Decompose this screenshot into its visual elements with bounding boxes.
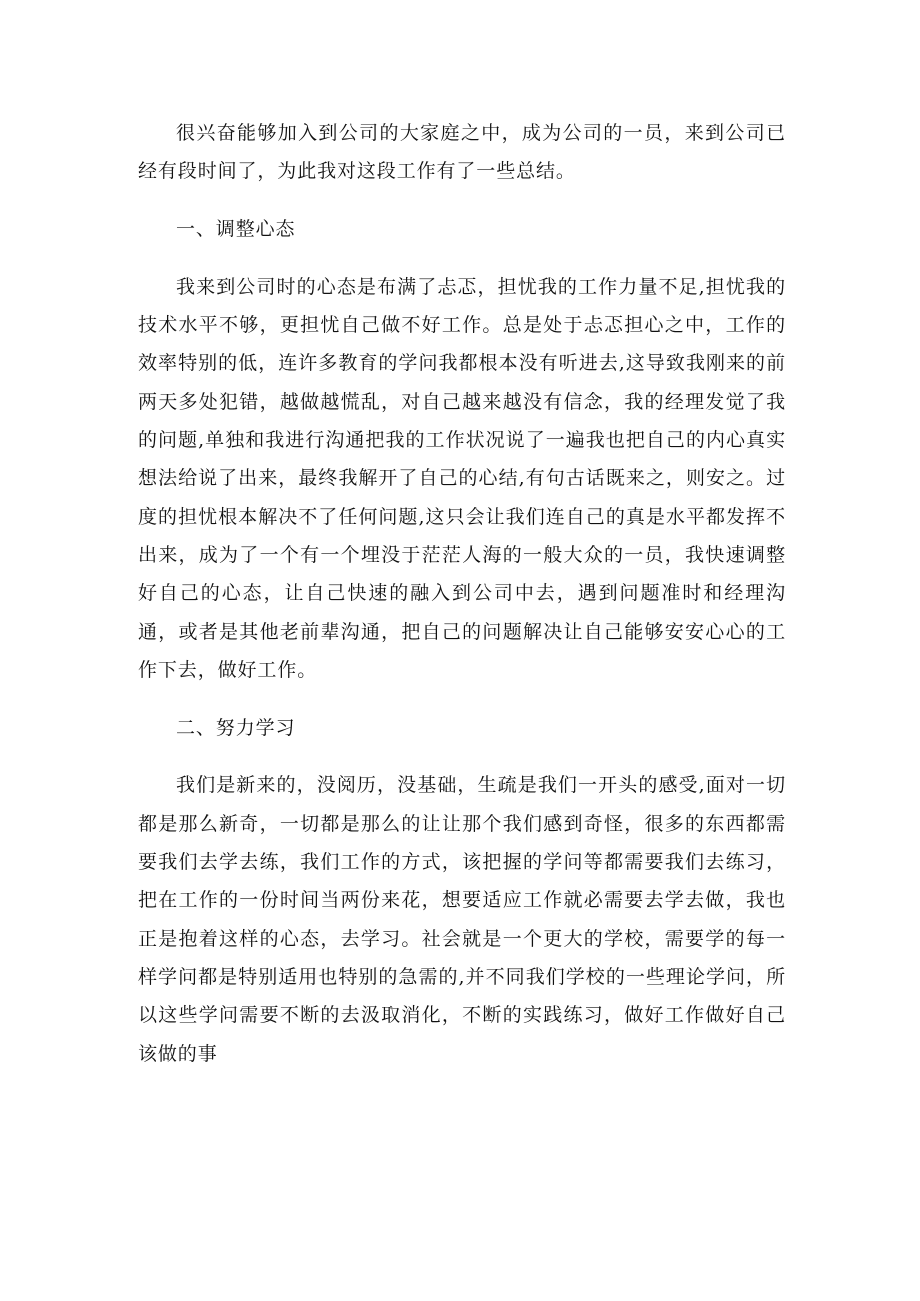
section-heading-adjust-mindset: 一、调整心态: [176, 218, 296, 241]
intro-paragraph: 很兴奋能够加入到公司的大家庭之中，成为公司的一员，来到公司已经有段时间了，为此我对这段工作有了一些总结。: [138, 122, 786, 183]
mindset-paragraph: 我来到公司时的心态是布满了忐忑，担忧我的工作力量不足,担忧我的技术水平不够，更担忧自己做不好工作。总是处于忐忑担心之中，工作的效率特别的低，连许多教育的学问我都根本没有听进去,这导致我刚来的前两天多处犯错，越做越慌乱，对自己越来越没有信念，我的经理发觉了我的问题,单独和我进行沟通把我的工作状况说了一遍我也把自己的内心真实想法给说了出来，最终我解开了自己的心结,有句古话既来之，则安之。过度的担忧根本解决不了任何问题,这只会让我们连自己的真是水平都发挥不出来，成为了一个有一个埋没于茫茫人海的一般大众的一员，我快速调整好自己的心态，让自己快速的融入到公司中去，遇到问题准时和经理沟通，或者是其他老前辈沟通，把自己的问题解决让自己能够安安心心的工作下去，做好工作。: [138, 275, 786, 681]
section-heading-study-hard: 二、努力学习: [176, 716, 296, 739]
study-paragraph: 我们是新来的，没阅历，没基础，生疏是我们一开头的感受,面对一切都是那么新奇，一切都是那么的让让那个我们感到奇怪，很多的东西都需要我们去学去练，我们工作的方式，该把握的学问等都需要我们去练习，把在工作的一份时间当两份来花，想要适应工作就必需要去学去做，我也正是抱着这样的心态，去学习。社会就是一个更大的学校，需要学的每一样学问都是特别适用也特别的急需的,并不同我们学校的一些理论学问，所以这些学问需要不断的去汲取消化，不断的实践练习，做好工作做好自己该做的事: [138, 774, 786, 1065]
document-body: [138, 114, 786, 1092]
